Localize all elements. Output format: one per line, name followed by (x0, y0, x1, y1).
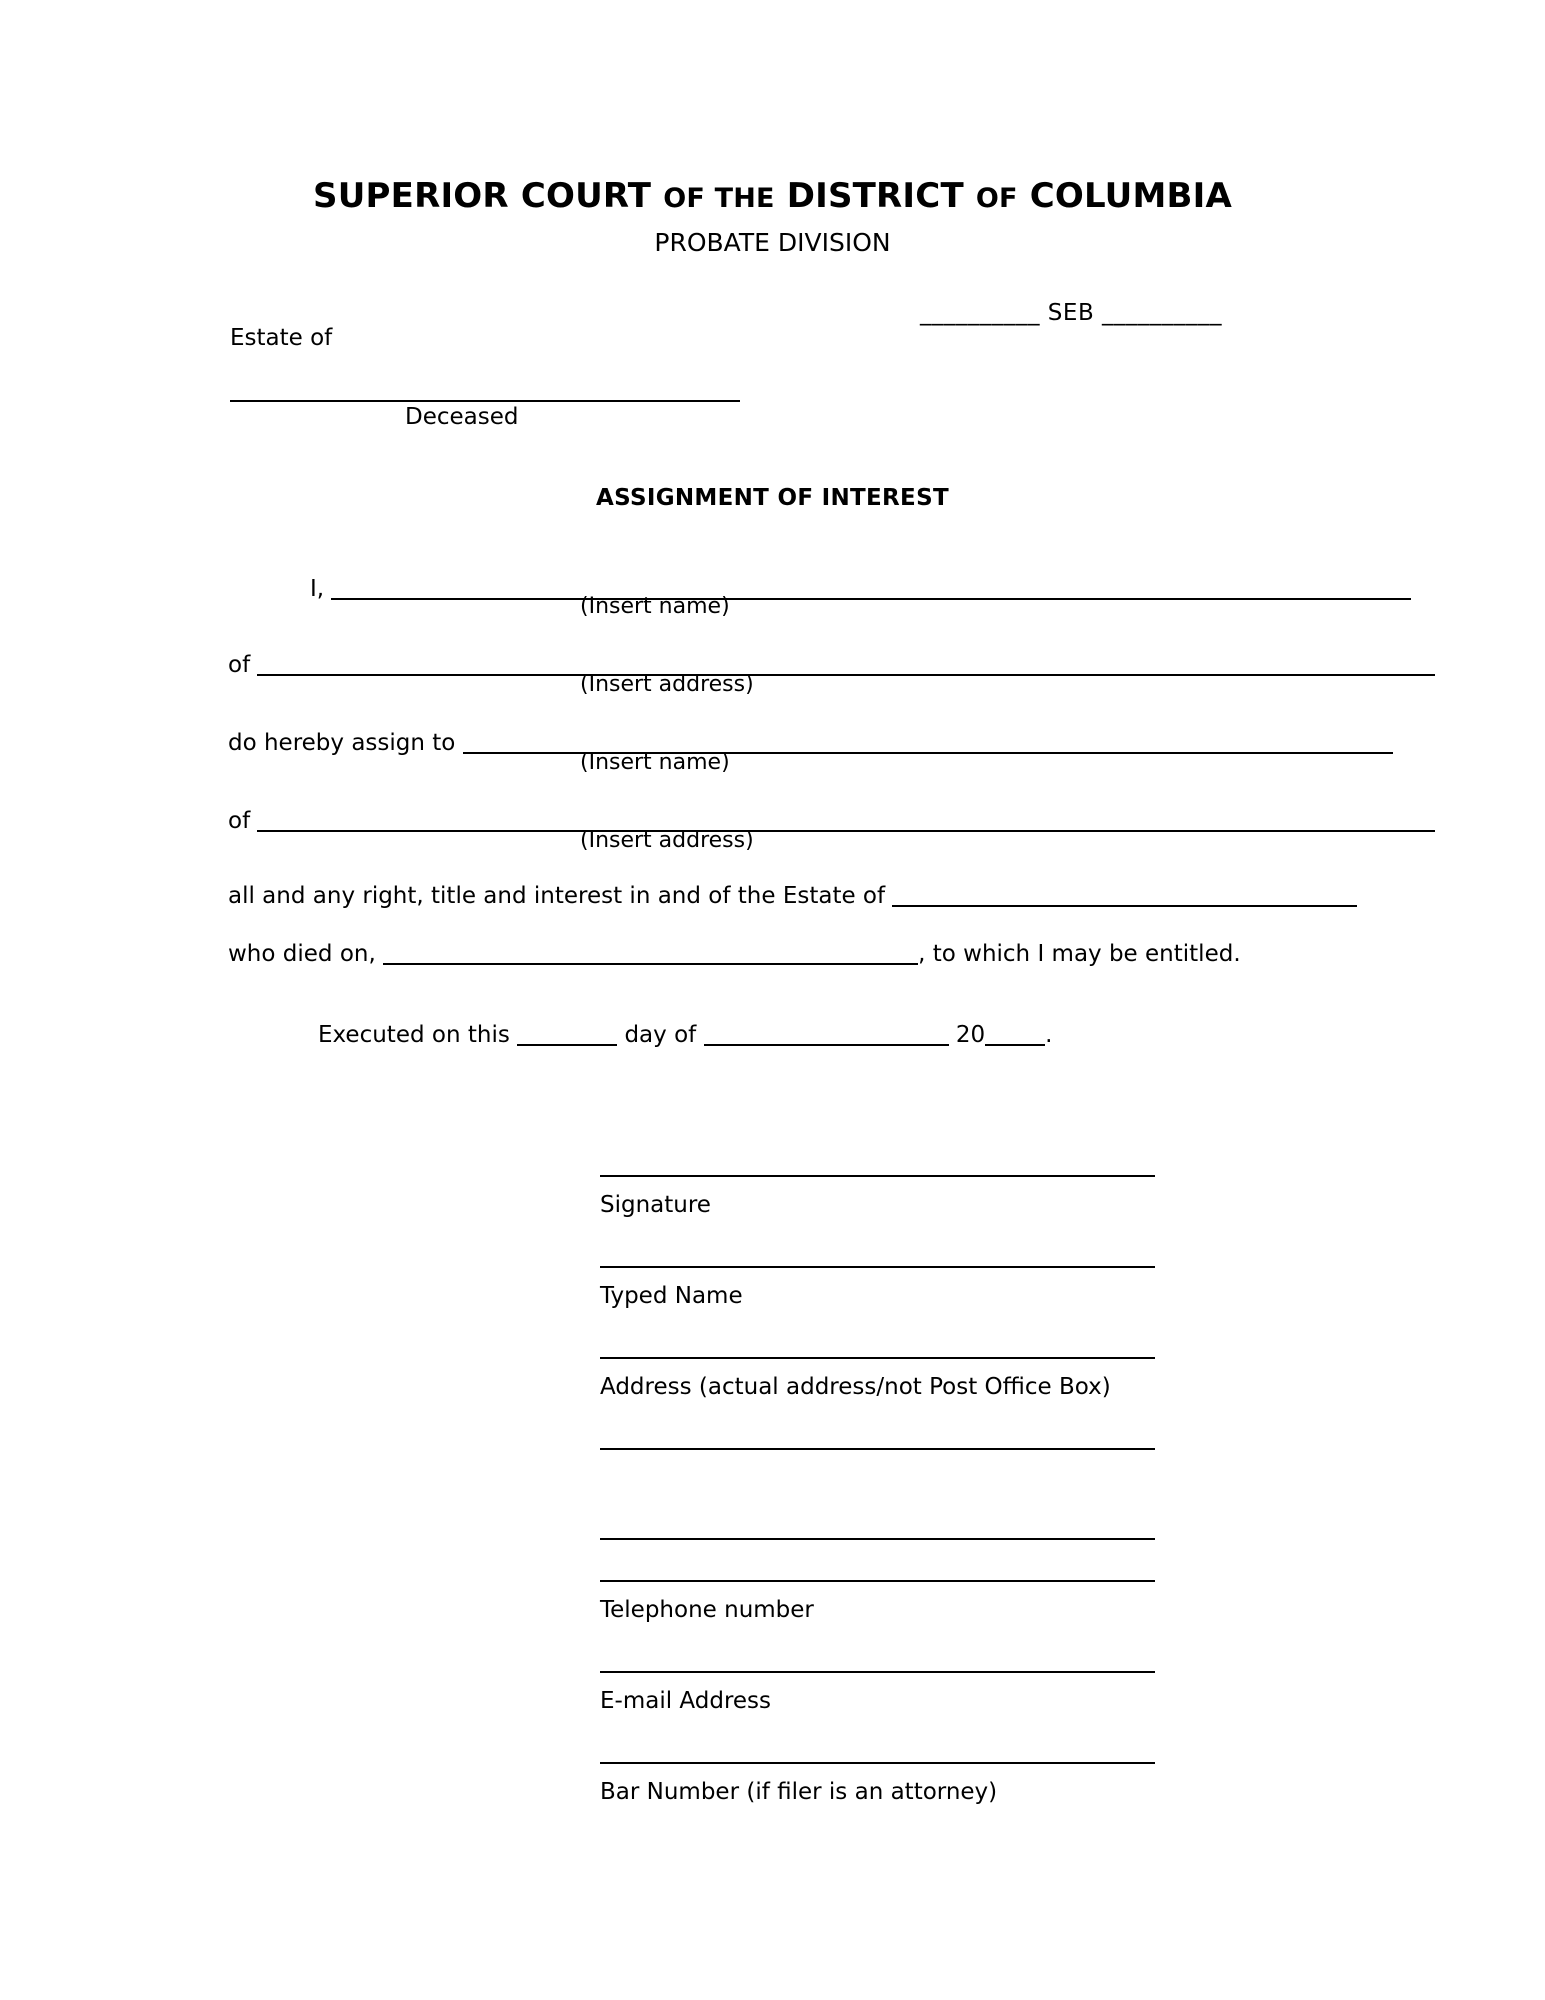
death-date-line (228, 941, 1241, 967)
signature-input[interactable] (600, 1175, 1155, 1177)
address-input-line3[interactable] (600, 1538, 1155, 1540)
death-date-suffix: , to which I may be entitled. (918, 941, 1241, 967)
assignor-address-line (228, 652, 1435, 678)
executed-prefix: Executed on this (318, 1022, 510, 1048)
assignee-address-hint: (Insert address) (580, 828, 754, 853)
death-date-prefix: who died on, (228, 941, 376, 967)
page-title: ASSIGNMENT OF INTEREST (596, 485, 949, 511)
address-input[interactable] (600, 1357, 1155, 1359)
assignee-address-prefix: of (228, 808, 251, 834)
assignor-address-prefix: of (228, 652, 251, 678)
email-label: E-mail Address (600, 1688, 772, 1714)
assignee-name-prefix: do hereby assign to (228, 730, 456, 756)
court-title-part-2: OF THE (663, 183, 775, 214)
executed-end: . (1045, 1022, 1053, 1048)
email-input[interactable] (600, 1671, 1155, 1673)
address-label: Address (actual address/not Post Office Box) (600, 1374, 1111, 1400)
typed-name-input[interactable] (600, 1266, 1155, 1268)
telephone-label: Telephone number (600, 1597, 814, 1623)
typed-name-label: Typed Name (600, 1283, 743, 1309)
court-title (0, 176, 1545, 216)
assignor-name-line (310, 576, 1411, 602)
estate-interest-line (228, 883, 1357, 909)
bar-number-label: Bar Number (if filer is an attorney) (600, 1779, 998, 1805)
assignor-address-input[interactable] (257, 654, 1435, 676)
court-title-part-5: COLUMBIA (1029, 176, 1232, 216)
executed-line (318, 1022, 1052, 1048)
executed-mid: day of (624, 1022, 697, 1048)
division-subtitle: PROBATE DIVISION (654, 228, 891, 257)
assignee-name-line (228, 730, 1393, 756)
executed-year-prefix: 20 (955, 1022, 986, 1048)
assignee-address-line (228, 808, 1435, 834)
executed-day-input[interactable] (517, 1024, 617, 1046)
telephone-input[interactable] (600, 1580, 1155, 1582)
death-date-input[interactable] (383, 943, 918, 965)
assignor-address-hint: (Insert address) (580, 672, 754, 697)
assignee-address-input[interactable] (257, 810, 1435, 832)
executed-month-input[interactable] (704, 1024, 949, 1046)
deceased-label: Deceased (405, 404, 519, 430)
court-title-part-4: OF (975, 183, 1018, 214)
assignor-name-input[interactable] (331, 578, 1411, 600)
estate-interest-text: all and any right, title and interest in and of the Estate of (228, 883, 886, 909)
court-title-part-3: DISTRICT (786, 176, 964, 216)
executed-year-input[interactable] (985, 1024, 1045, 1046)
case-number-field[interactable]: __________ SEB __________ (920, 300, 1223, 326)
assignor-name-hint: (Insert name) (580, 594, 730, 619)
assignor-name-prefix: I, (310, 576, 325, 602)
court-title-part-1: SUPERIOR COURT (313, 176, 652, 216)
signature-label: Signature (600, 1192, 711, 1218)
estate-of-label: Estate of (230, 325, 333, 351)
address-input-line2[interactable] (600, 1448, 1155, 1450)
assignee-name-hint: (Insert name) (580, 750, 730, 775)
bar-number-input[interactable] (600, 1762, 1155, 1764)
deceased-name-field[interactable] (230, 400, 740, 402)
estate-name-input[interactable] (892, 885, 1357, 907)
